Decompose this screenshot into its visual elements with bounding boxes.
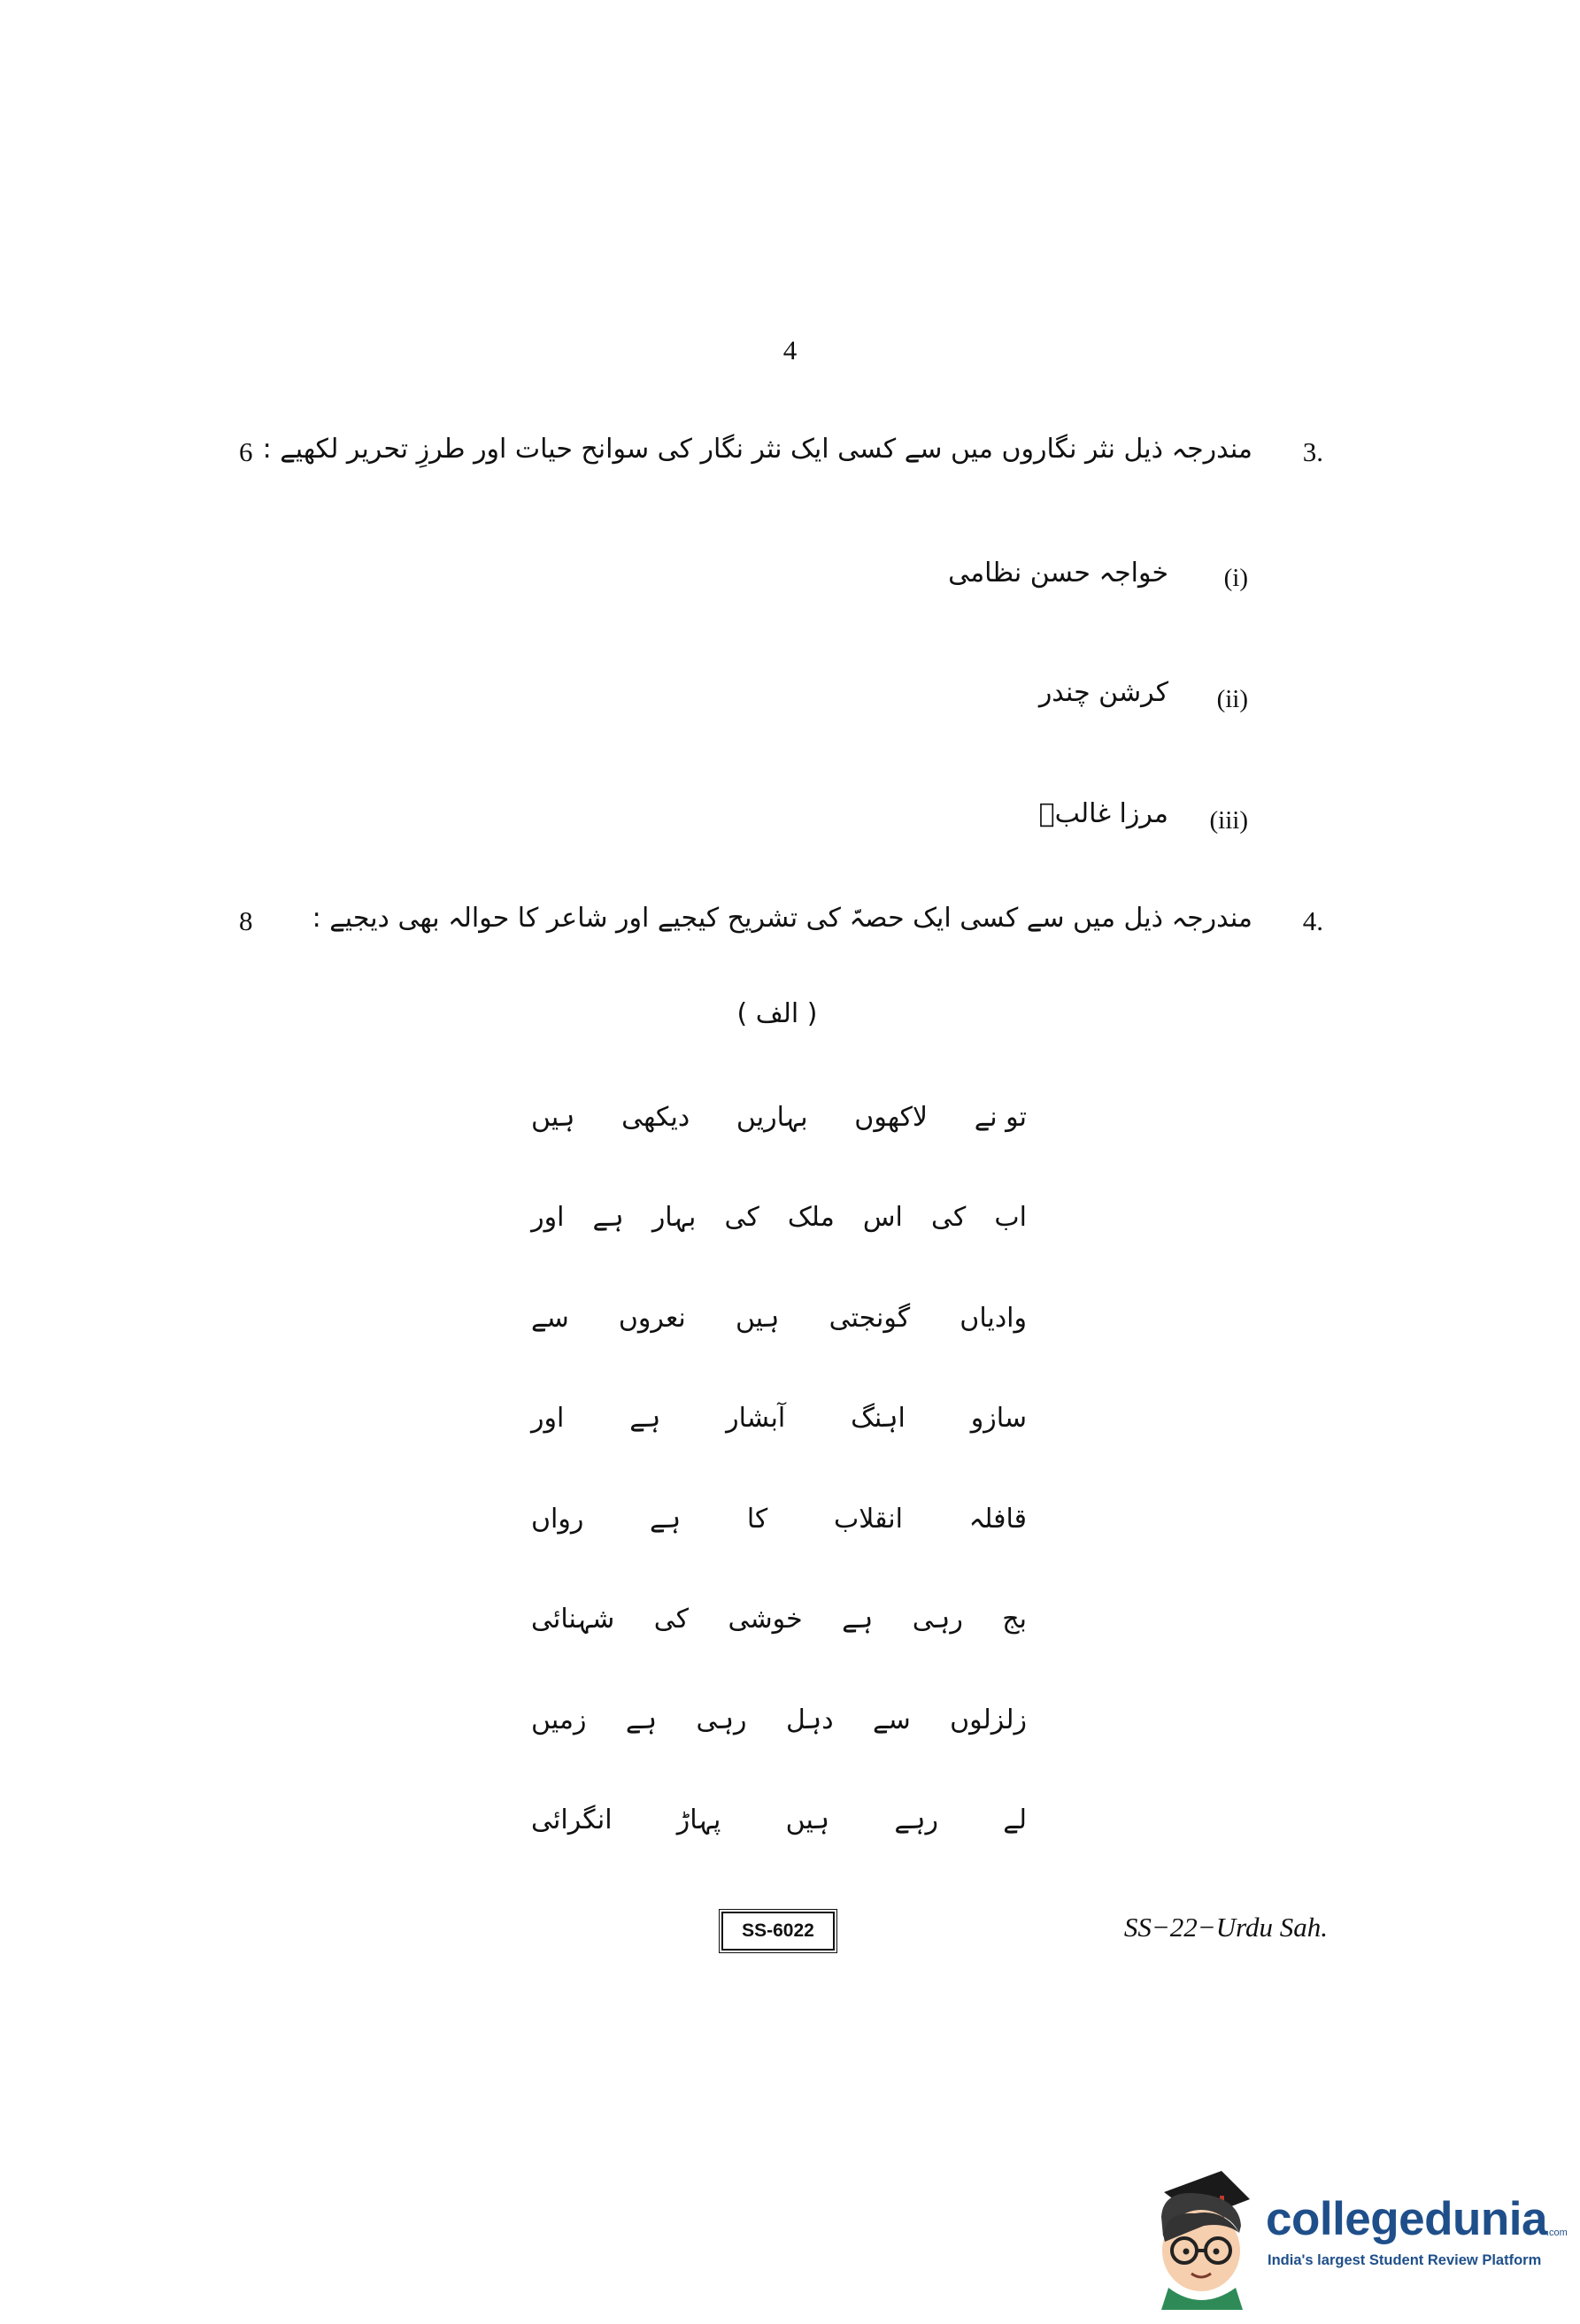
poem-word: بہاریں xyxy=(736,1101,808,1133)
poem-word: انگرائی xyxy=(531,1805,613,1835)
code-box: SS-6022 xyxy=(721,1912,835,1951)
poem-word: اب xyxy=(994,1202,1027,1233)
poem-word: ہیں xyxy=(531,1101,575,1133)
poem-word: سے xyxy=(873,1704,911,1735)
poem-word: آبشار xyxy=(726,1403,786,1434)
question-3-text: مندرجہ ذیل نثر نگاروں میں سے کسی ایک نثر نگار کی سوانح حیات اور طرزِ تحریر لکھیے : xyxy=(262,434,1252,465)
poem-word: زمیں xyxy=(531,1704,587,1735)
poem-word: قافلہ xyxy=(968,1503,1027,1535)
poem-word: سازو xyxy=(970,1403,1027,1434)
poem-word: سے xyxy=(531,1302,569,1334)
poem-word: رہے xyxy=(894,1805,939,1835)
poem-line xyxy=(531,1693,1027,1746)
poem-word: پہاڑ xyxy=(676,1805,721,1835)
poem-word: رواں xyxy=(531,1503,584,1535)
poem-line xyxy=(531,1794,1027,1847)
poem-word: نعروں xyxy=(618,1302,686,1334)
option-i-text: خواجہ حسن نظامی xyxy=(948,558,1168,589)
question-3-number: 3. xyxy=(1302,436,1323,467)
poem-word: ہیں xyxy=(785,1805,830,1835)
poem-word: ہے xyxy=(650,1503,682,1535)
poem-word: بہار xyxy=(651,1202,697,1233)
question-4-text: مندرجہ ذیل میں سے کسی ایک حصہّ کی تشریح کیجیے اور شاعر کا حوالہ بھی دیجیے : xyxy=(312,903,1252,934)
option-iii-number: (iii) xyxy=(1209,806,1248,835)
poem-word: شہنائی xyxy=(531,1604,615,1635)
watermark-logo xyxy=(1151,2164,1567,2310)
option-ii-number: (ii) xyxy=(1216,685,1248,713)
poem-word: کی xyxy=(653,1604,690,1635)
question-4-marks: 8 xyxy=(239,905,253,936)
poem-word: رہی xyxy=(912,1604,963,1635)
watermark-brand: collegedunia xyxy=(1266,2193,1547,2245)
poem-word: انقلاب xyxy=(833,1503,903,1535)
poem-line xyxy=(531,1090,1027,1143)
poem-word: کی xyxy=(724,1202,759,1233)
poem-word: اور xyxy=(531,1202,565,1233)
poem-line xyxy=(531,1191,1027,1244)
poem-line xyxy=(531,1593,1027,1646)
poem-word: بج xyxy=(1002,1604,1027,1635)
poem-word: لے xyxy=(1003,1805,1027,1835)
poem-word: وادیاں xyxy=(960,1302,1027,1334)
poem-word: دہل xyxy=(785,1704,834,1735)
poem-word: اس xyxy=(862,1202,903,1233)
page-number: 4 xyxy=(782,335,798,366)
poem-word: گونجتی xyxy=(829,1302,911,1334)
poem-word: ہے xyxy=(592,1202,624,1233)
poem-word: اہنگ xyxy=(851,1403,906,1434)
poem-word: دیکھی xyxy=(621,1101,690,1133)
poem-word: کا xyxy=(746,1503,768,1535)
poem-word: زلزلوں xyxy=(950,1704,1027,1735)
option-ii-text: کرشن چندر xyxy=(1038,677,1168,708)
poem-line xyxy=(531,1492,1027,1545)
student-mascot-icon xyxy=(1151,2164,1261,2310)
watermark-domain: .com xyxy=(1546,2228,1568,2238)
paper-code: SS−22−Urdu Sah. xyxy=(1123,1912,1328,1943)
poem-word: اور xyxy=(531,1403,565,1434)
option-iii-text: مرزا غالبؔ xyxy=(1038,798,1168,829)
question-4-number: 4. xyxy=(1302,905,1323,936)
question-3-marks: 6 xyxy=(239,436,253,467)
poem-word: کی xyxy=(931,1202,967,1233)
poem-word: ہے xyxy=(625,1704,658,1735)
poem-word: ہیں xyxy=(735,1302,780,1334)
poem-word: ہے xyxy=(629,1403,661,1434)
poem-word: ملک xyxy=(787,1202,835,1233)
poem-word: رہی xyxy=(696,1704,747,1735)
poem-word: لاکھوں xyxy=(854,1101,929,1133)
poem-line xyxy=(531,1291,1027,1344)
poem-word: ہے xyxy=(842,1604,874,1635)
poem-word: خوشی xyxy=(728,1604,803,1635)
poem-word: تو نے xyxy=(974,1101,1027,1133)
section-label: ( الف ) xyxy=(736,998,818,1029)
watermark-tagline: India's largest Student Review Platform xyxy=(1268,2252,1542,2268)
option-i-number: (i) xyxy=(1223,564,1248,592)
poem-line xyxy=(531,1392,1027,1445)
